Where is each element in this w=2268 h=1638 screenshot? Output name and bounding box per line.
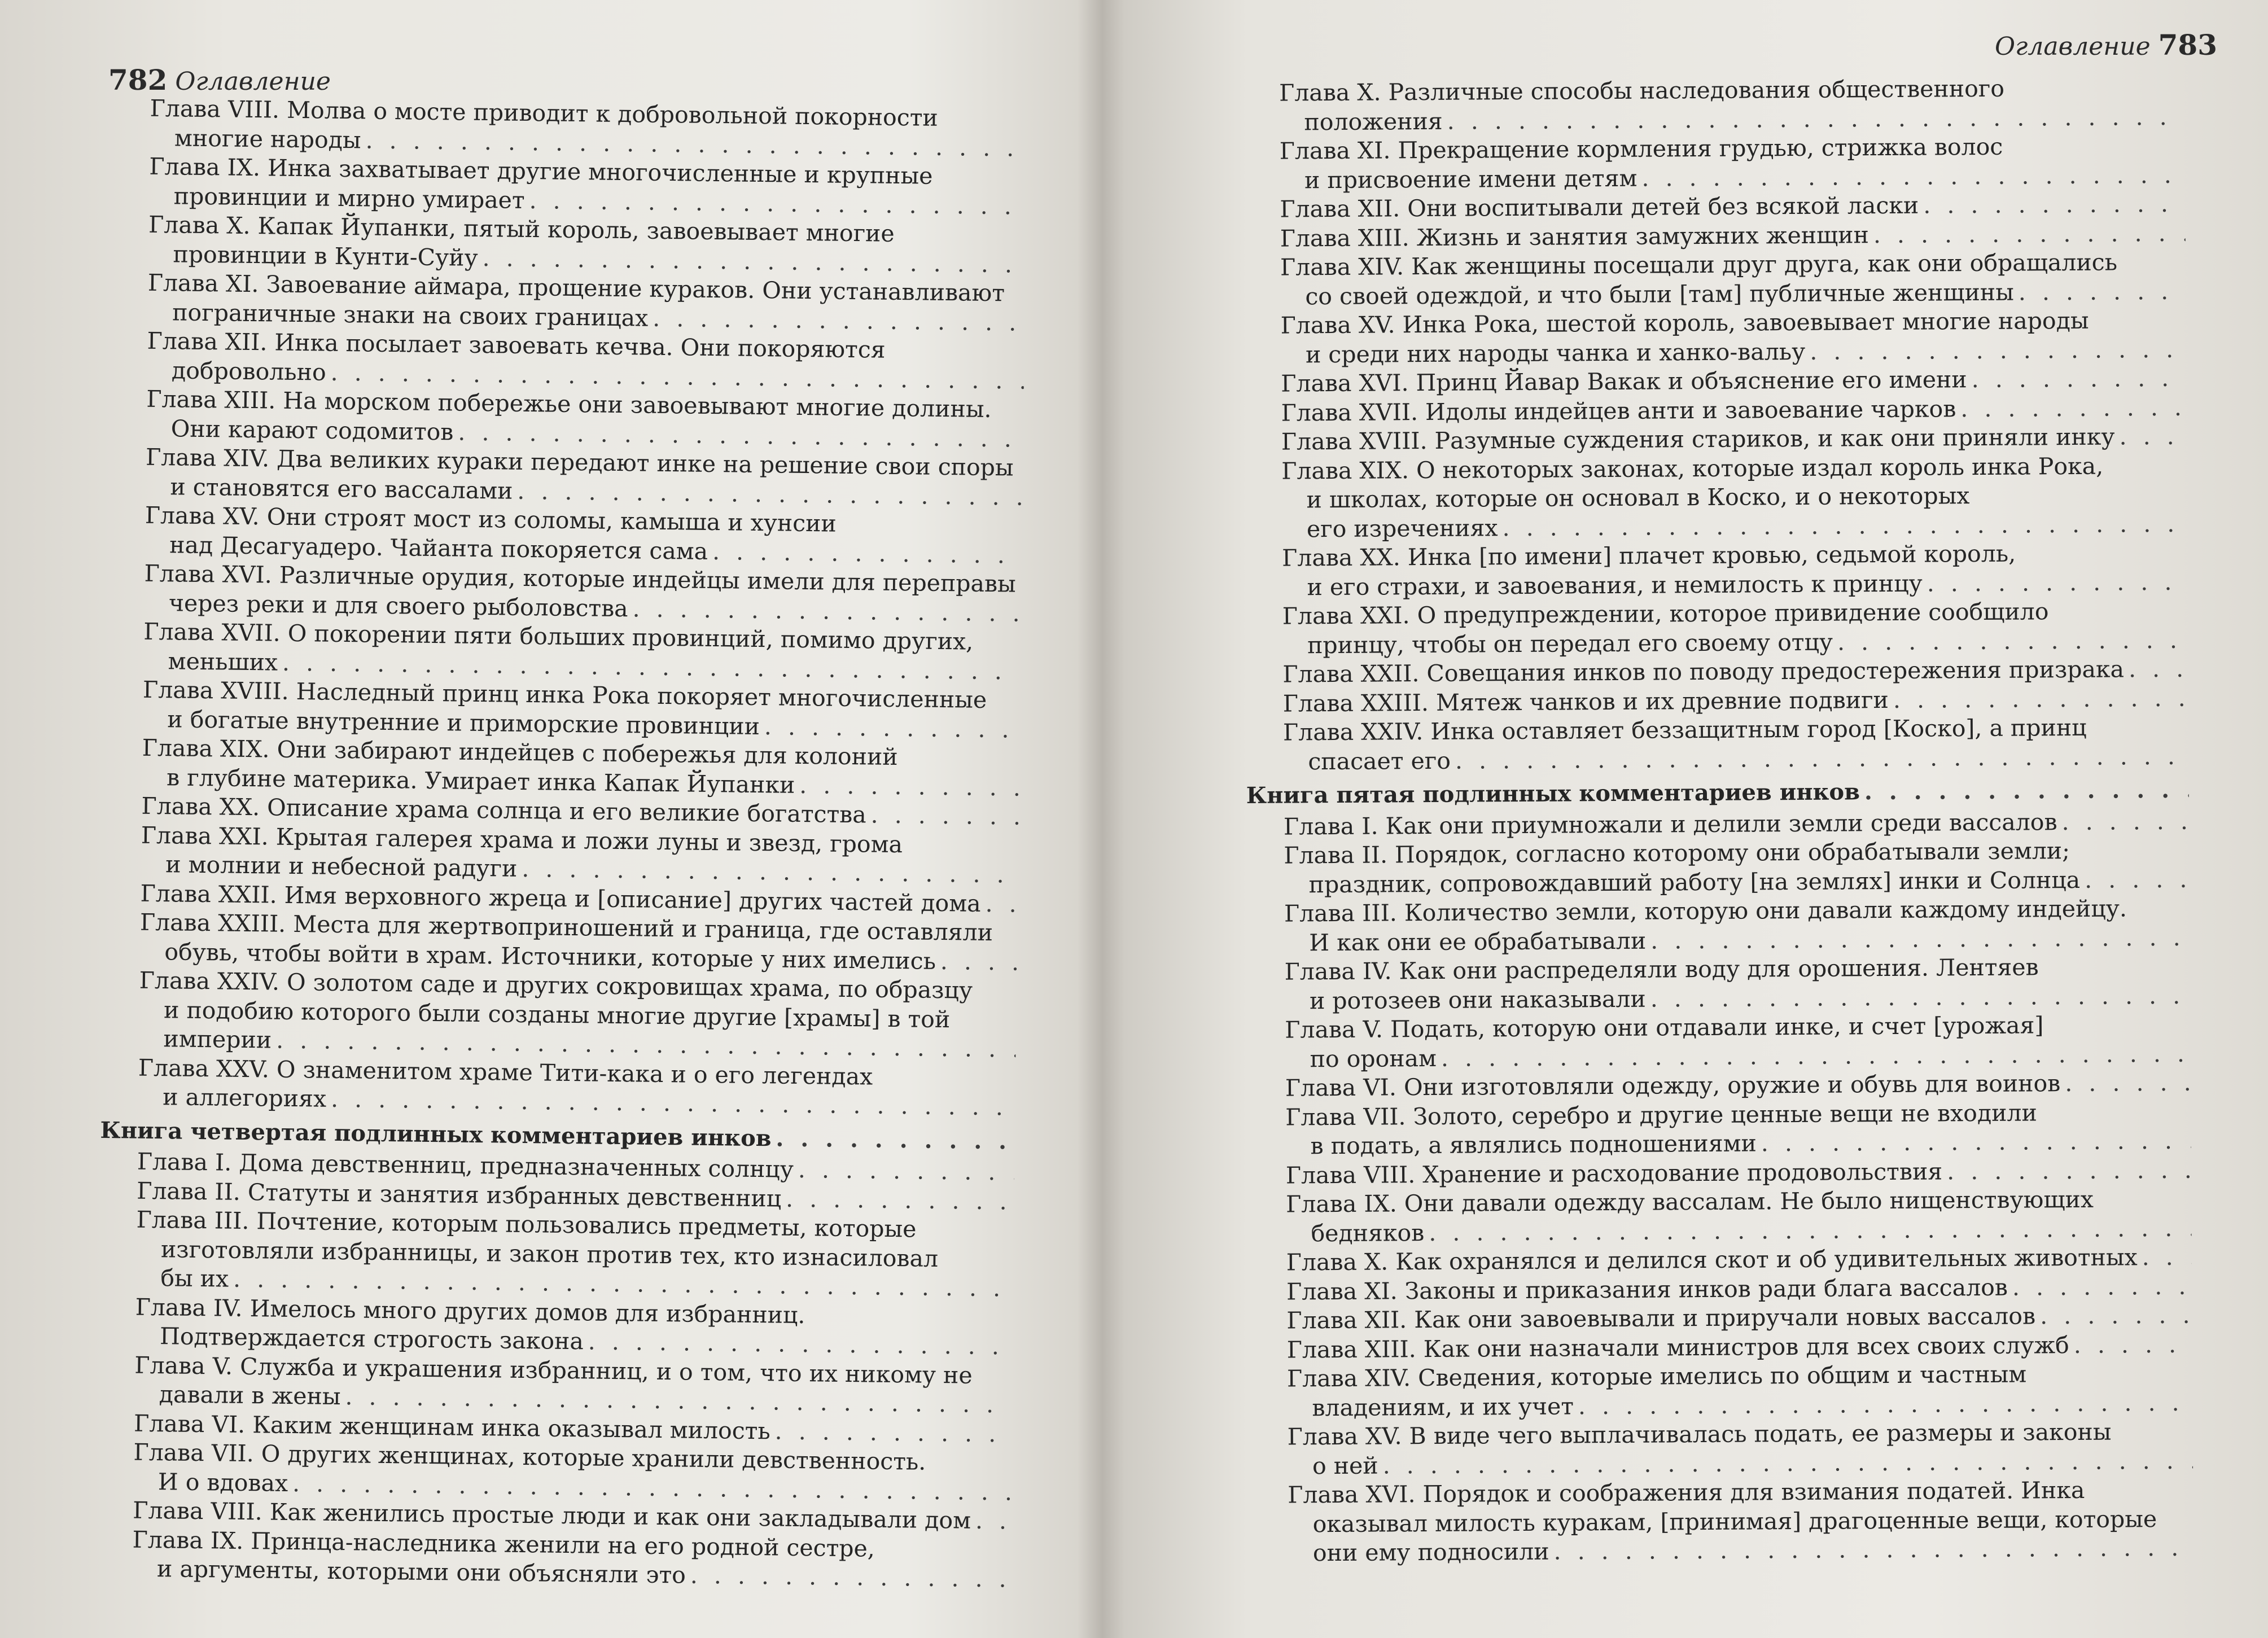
toc-entry-line: Глава XV. В виде чего выплачивалась подать, ее размеры и законы [1287,1418,2112,1451]
toc-entry-title: пограничные знаки на своих границах [172,298,649,332]
toc-entry [1246,713,2189,777]
toc-entry-title: меньших [168,647,278,676]
toc-entry-title: Глава XX. Описание храма солнца и его великие богатства [141,792,867,829]
toc-entry-line: Глава XIII. На морском побережье они завоевывают многие долины. [146,385,992,423]
toc-list [1242,73,2193,1569]
toc-entry-line: оказывал милость куракам, [принимая] драгоценные вещи, которые [1312,1505,2157,1538]
toc-entry-title: и присвоение имени детям [1304,164,1637,194]
toc-entry-title: Глава VI. Они изготовляли одежду, оружие и обувь для воинов [1285,1070,2061,1102]
dot-leader [2012,1272,2192,1300]
toc-entry [1250,1475,2193,1569]
toc-entry-line: Глава XXI. Крытая галерея храма и ложи луны и звезд, грома [141,821,903,858]
toc-entry-title: и молнии и небесной радуги [165,851,518,882]
toc-entry [98,1292,1013,1361]
toc-entry-line: Глава VII. О других женщинах, которые хранили девственность. [133,1438,926,1475]
toc-entry-title: империи [163,1025,272,1054]
toc-entry-title: провинции в Кунти-Суйу [173,240,478,271]
toc-entry-title: и аллегориях [163,1083,327,1113]
toc-entry-line: Глава X. Различные способы наследования общественного [1279,75,2005,107]
toc-entry-line: Глава XIX. Они забирают индейцев с побережья для колоний [142,734,898,771]
toc-entry [1243,248,2186,312]
dot-leader [1837,625,2188,655]
toc-entry-title: обувь, чтобы войти в храм. Источники, которые у них имелись [164,938,936,975]
toc-entry [102,908,1017,977]
toc-entry-title: о ней [1312,1452,1378,1479]
toc-entry-line: Глава III. Почтение, которым пользовались предметы, которые [136,1206,917,1243]
dot-leader [774,1417,1011,1449]
toc-entry-line: Глава XI. Прекращение кормления грудью, стрижка волос [1279,133,2003,165]
dot-leader [2119,422,2187,450]
toc-entry-title: через реки и для своего рыболовства [168,589,628,622]
dot-leader [1441,1039,2191,1071]
toc-entry-line: Глава XVII. О покорении пяти больших провинций, помимо других, [143,617,974,655]
dot-leader [985,890,1018,918]
dot-leader [1650,923,2190,954]
toc-entry-line: Глава XVI. Различные орудия, которые индейцы имели для переправы [144,559,1017,598]
toc-entry-line: Глава IV. Имелось много других домов для избранниц. [135,1293,805,1329]
toc-entry-title: Глава XXII. Имя верховного жреца и [описание] других частей дома [140,879,981,917]
toc-entry [98,1205,1014,1303]
toc-entry-line: Глава XI. Завоевание аймара, прощение кураков. Они устанавливают [147,269,1005,307]
dot-leader [1927,567,2188,597]
toc-entry-line: Глава XV. Они строят мост из соломы, камыша и хунсии [145,501,837,537]
dot-leader [1864,776,2189,805]
toc-entry-line: Глава XXIV. О золотом саде и других сокровищах храма, по образцу [139,966,973,1004]
toc-entry-line: Глава XIV. Сведения, которые имелись по общим и частным [1286,1360,2027,1392]
toc-entry-title: Глава I. Как они приумножали и делили земли среди вассалов [1283,808,2057,840]
toc-entry [103,820,1018,890]
toc-entry-line: Глава IX. Инка захватывает другие многочисленные и крупные [149,152,933,190]
toc-entry-title: бедняков [1311,1219,1425,1247]
toc-entry-title: Они карают содомитов [170,414,454,445]
toc-entry-title: владениям, и их учет [1312,1392,1574,1421]
toc-entry-line: изготовляли избранницы, и закон против тех, кто изнасиловал [160,1235,939,1272]
toc-entry [108,443,1023,512]
dot-leader [1810,335,2186,365]
dot-leader [1972,364,2187,393]
toc-entry-line: Глава XXV. О знаменитом храме Тити-кака и о его легендах [138,1054,873,1090]
toc-entry-line: Глава IV. Как они распределяли воду для орошения. Лентяев [1284,953,2039,986]
dot-leader [2074,1330,2192,1358]
toc-entry-title: Глава XVI. Принц Йавар Вакак и объяснение его имени [1281,366,1967,397]
toc-entry-title: по оронам [1310,1044,1437,1072]
toc-entry-title: И как они ее обрабатывали [1309,927,1647,956]
toc-entry-title: и ротозеев они наказывали [1309,985,1646,1014]
toc-entry-title: его изречениях [1306,514,1498,542]
dot-leader [1447,102,2185,134]
dot-leader [1893,684,2188,713]
toc-entry-title: Глава XXIII. Мятеж чанков и их древние подвиги [1282,686,1889,717]
toc-entry-line: Глава XIV. Два великих кураки передают инке на решение свои споры [145,443,1014,481]
toc-entry [104,733,1019,803]
toc-entry-title: и аргументы, которыми они объясняли это [156,1555,686,1589]
right-page [1135,0,2268,1638]
dot-leader [2142,1243,2192,1271]
dot-leader [2065,1068,2191,1097]
toc-entry-title: принцу, чтобы он передал его своему отцу [1307,628,1833,659]
toc-entry-title: Глава XI. Законы и приказания инков ради блага вассалов [1286,1273,2008,1306]
toc-entry-title: Книга пятая подлинных комментариев инков [1246,778,1860,809]
toc-entry [107,501,1022,570]
toc-entry-title: Глава VIII. Как женились простые люди и как они закладывали дом [133,1496,971,1534]
toc-entry-title: над Десагуадеро. Чайанта покоряется сама [169,531,708,565]
dot-leader [2085,865,2190,893]
running-title: Оглавление [1995,32,2151,61]
toc-entry-line: Глава III. Количество земли, которую они давали каждому индейцу. [1284,895,2127,927]
dot-leader [975,1507,1010,1536]
toc-entry-title: спасает его [1308,747,1451,775]
toc-entry [1250,1417,2193,1481]
toc-entry-line: Глава IX. Принца-наследника женили на его родной сестре, [132,1526,875,1562]
toc-entry [1248,1097,2191,1161]
toc-entry-line: Глава XXIV. Инка оставляет беззащитным город [Коско], а принц [1282,713,2087,746]
toc-entry-line: Глава XXI. О предупреждении, которое привидение сообщило [1282,598,2049,630]
page-number: 782 [108,63,168,97]
dot-leader [799,771,1019,802]
toc-entry-title: Глава I. Дома девственниц, предназначенных солнцу [137,1148,794,1183]
dot-leader [1455,742,2189,774]
toc-entry-line: Глава II. Порядок, согласно которому они обрабатывали земли; [1284,837,2070,869]
toc-entry-line [1288,1534,2193,1568]
toc-entry-line: Глава XVI. Порядок и соображения для взимания податей. Инка [1288,1476,2085,1509]
toc-entry-title: в глубине материка. Умирает инка Капак Йупанки [166,763,795,799]
toc-entry [1244,451,2187,544]
toc-entry-line: Глава XVIII. Наследный принц инка Рока покоряет многочисленные [142,676,987,713]
toc-entry [110,326,1024,396]
dot-leader [1383,1446,2193,1479]
toc-entry-title: и богатые внутренние и приморские провинции [167,705,760,740]
toc-entry-title: Глава VIII. Хранение и расходование продовольствия [1285,1157,1943,1189]
dot-leader [1641,160,2185,191]
toc-entry [105,675,1020,744]
dot-leader [2129,655,2188,683]
dot-leader [1502,509,2187,541]
toc-entry-line: Глава VII. Золото, серебро и другие ценные вещи не входили [1285,1098,2037,1131]
toc-entry-title: Глава X. Как охранялся и делился скот и об удивительных животных [1286,1243,2138,1276]
dot-leader [1578,1388,2193,1420]
dot-leader [2061,807,2189,835]
toc-entry-title: Глава XII. Они воспитывали детей без всякой ласки [1280,191,1919,223]
toc-entry-line: Глава XV. Инка Рока, шестой король, завоевывает многие народы [1280,306,2089,339]
dot-leader [786,1185,1014,1216]
toc-entry-line: Глава XXIII. Места для жертвоприношений и граница, где оставляли [139,908,993,947]
toc-entry [1242,132,2186,195]
toc-entry-title: И о вдовах [157,1468,288,1497]
toc-entry-line: Глава XIX. О некоторых законах, которые издал король инка Рока, [1281,452,2104,485]
toc-entry-title: провинции и мирно умирает [173,182,525,214]
dot-leader [1947,1155,2191,1185]
toc-entry [106,617,1021,686]
toc-entry-line: и подобию которого были созданы многие другие [храмы] в той [163,996,951,1033]
toc-entry-line: и школах, которые он основал в Коско, и о некоторых [1306,482,1970,514]
toc-entry [108,384,1023,454]
running-title: Оглавление [175,67,331,96]
toc-entry [97,1350,1012,1420]
toc-entry [96,1438,1011,1507]
toc-entry-title: и среди них народы чанка и ханко-вальу [1305,338,1806,368]
toc-entry-line: Глава VIII. Молва о мосте приводит к добровольной покорности [150,94,939,132]
toc-entry-title: бы их [160,1264,229,1293]
dot-leader [690,1562,1010,1594]
dot-leader [870,802,1018,832]
toc-entry-line: Глава IX. Они давали одежду вассалам. Не было нищенствующих [1286,1185,2094,1218]
toc-entry-title: и становятся его вассалами [170,472,513,505]
right-page-header [1995,28,2217,62]
toc-entry [111,152,1026,221]
toc-entry-title: Глава VI. Каким женщинам инка оказывал милость [133,1409,771,1444]
toc-entry [1249,1185,2192,1249]
toc-entry-title: давали в жены [159,1381,341,1411]
toc-entry-title: Глава II. Статуты и занятия избранных девственниц [136,1177,782,1212]
toc-entry-title: Глава XVII. Идолы индейцев анти и завоевание чарков [1281,395,1956,427]
toc-entry-line: Глава XII. Инка посылает завоевать кечва. Они покоряются [147,327,886,363]
dot-leader [940,948,1017,977]
toc-entry-title: Глава XIII. Жизнь и занятия замужних женщин [1280,221,1869,252]
left-page-header [108,63,331,97]
toc-entry [1247,1010,2191,1074]
dot-leader [632,595,1021,628]
dot-leader [1873,218,2186,248]
toc-entry [1244,306,2187,370]
toc-entry [100,1053,1015,1122]
toc-list [95,94,1027,1594]
dot-leader [1429,1214,2192,1246]
toc-entry-title: Подтверждается строгость закона [159,1322,584,1355]
toc-entry [1250,1359,2193,1423]
dot-leader [653,304,1024,338]
toc-entry [111,210,1026,279]
dot-leader [2019,277,2186,305]
page-number: 783 [2158,28,2217,62]
toc-entry-title: Глава XVIII. Разумные суждения стариков, и как они приняли инку [1281,423,2115,456]
toc-entry [1242,73,2185,137]
toc-entry [1247,894,2190,958]
toc-entry-title: в подать, а являлись подношениями [1310,1129,1757,1160]
dot-leader [1553,1534,2193,1565]
dot-leader [1923,190,2185,219]
dot-leader [588,1328,1013,1361]
toc-entry-title: со своей одеждой, и что были [там] публичные женщины [1305,278,2014,310]
toc-entry [1246,836,2190,900]
dot-leader [1650,981,2191,1012]
dot-leader [1960,393,2187,422]
toc-entry-title: Глава XII. Как они завоевывали и приручали новых вассалов [1286,1302,2036,1334]
toc-entry-title: многие народы [174,124,361,154]
dot-leader [1761,1127,2191,1157]
toc-entry-line: Глава XX. Инка [по имени] плачет кровью, седьмой король, [1282,540,2016,572]
toc-entry-line: Глава X. Капак Йупанки, пятый король, завоевывает многие [148,211,895,247]
toc-entry-title: праздник, сопровождавший работу [на землях] инки и Солнца [1308,866,2081,898]
toc-entry-line: Глава V. Подать, которую они отдавали инке, и счет [урожая] [1285,1011,2044,1044]
toc-entry-title: Книга четвертая подлинных комментариев инков [100,1116,772,1151]
toc-entry-title: Глава XIII. Как они назначали министров для всех своих служб [1286,1331,2069,1364]
toc-entry [95,1525,1010,1594]
toc-entry-title: и его страхи, и завоевания, и немилость к принцу [1307,570,1923,601]
toc-entry [1247,952,2191,1016]
toc-entry [112,94,1027,163]
dot-leader [776,1125,1014,1156]
left-page [0,0,1106,1638]
toc-book-heading [1246,776,2189,811]
toc-entry [1245,538,2188,602]
toc-entry-line [1246,776,2189,811]
dot-leader [712,538,1022,570]
toc-entry-title: Глава XXII. Совещания инков по поводу предостережения призрака [1282,655,2125,688]
toc-entry [1245,597,2188,660]
toc-entry [110,268,1025,338]
toc-entry-line [1283,742,2188,776]
dot-leader [2040,1301,2192,1330]
dot-leader [764,713,1020,744]
dot-leader [798,1156,1014,1187]
toc-entry-title: положения [1304,107,1443,135]
toc-entry [107,559,1022,628]
toc-entry-title: добровольно [171,356,326,386]
toc-entry-line: Глава XIV. Как женщины посещали друг друга, как они обращались [1280,248,2118,281]
toc-entry-title: они ему подносили [1312,1538,1549,1567]
toc-entry [101,966,1017,1064]
toc-entry-line: Глава V. Служба и украшения избранниц, и о том, что их никому не [134,1351,973,1389]
